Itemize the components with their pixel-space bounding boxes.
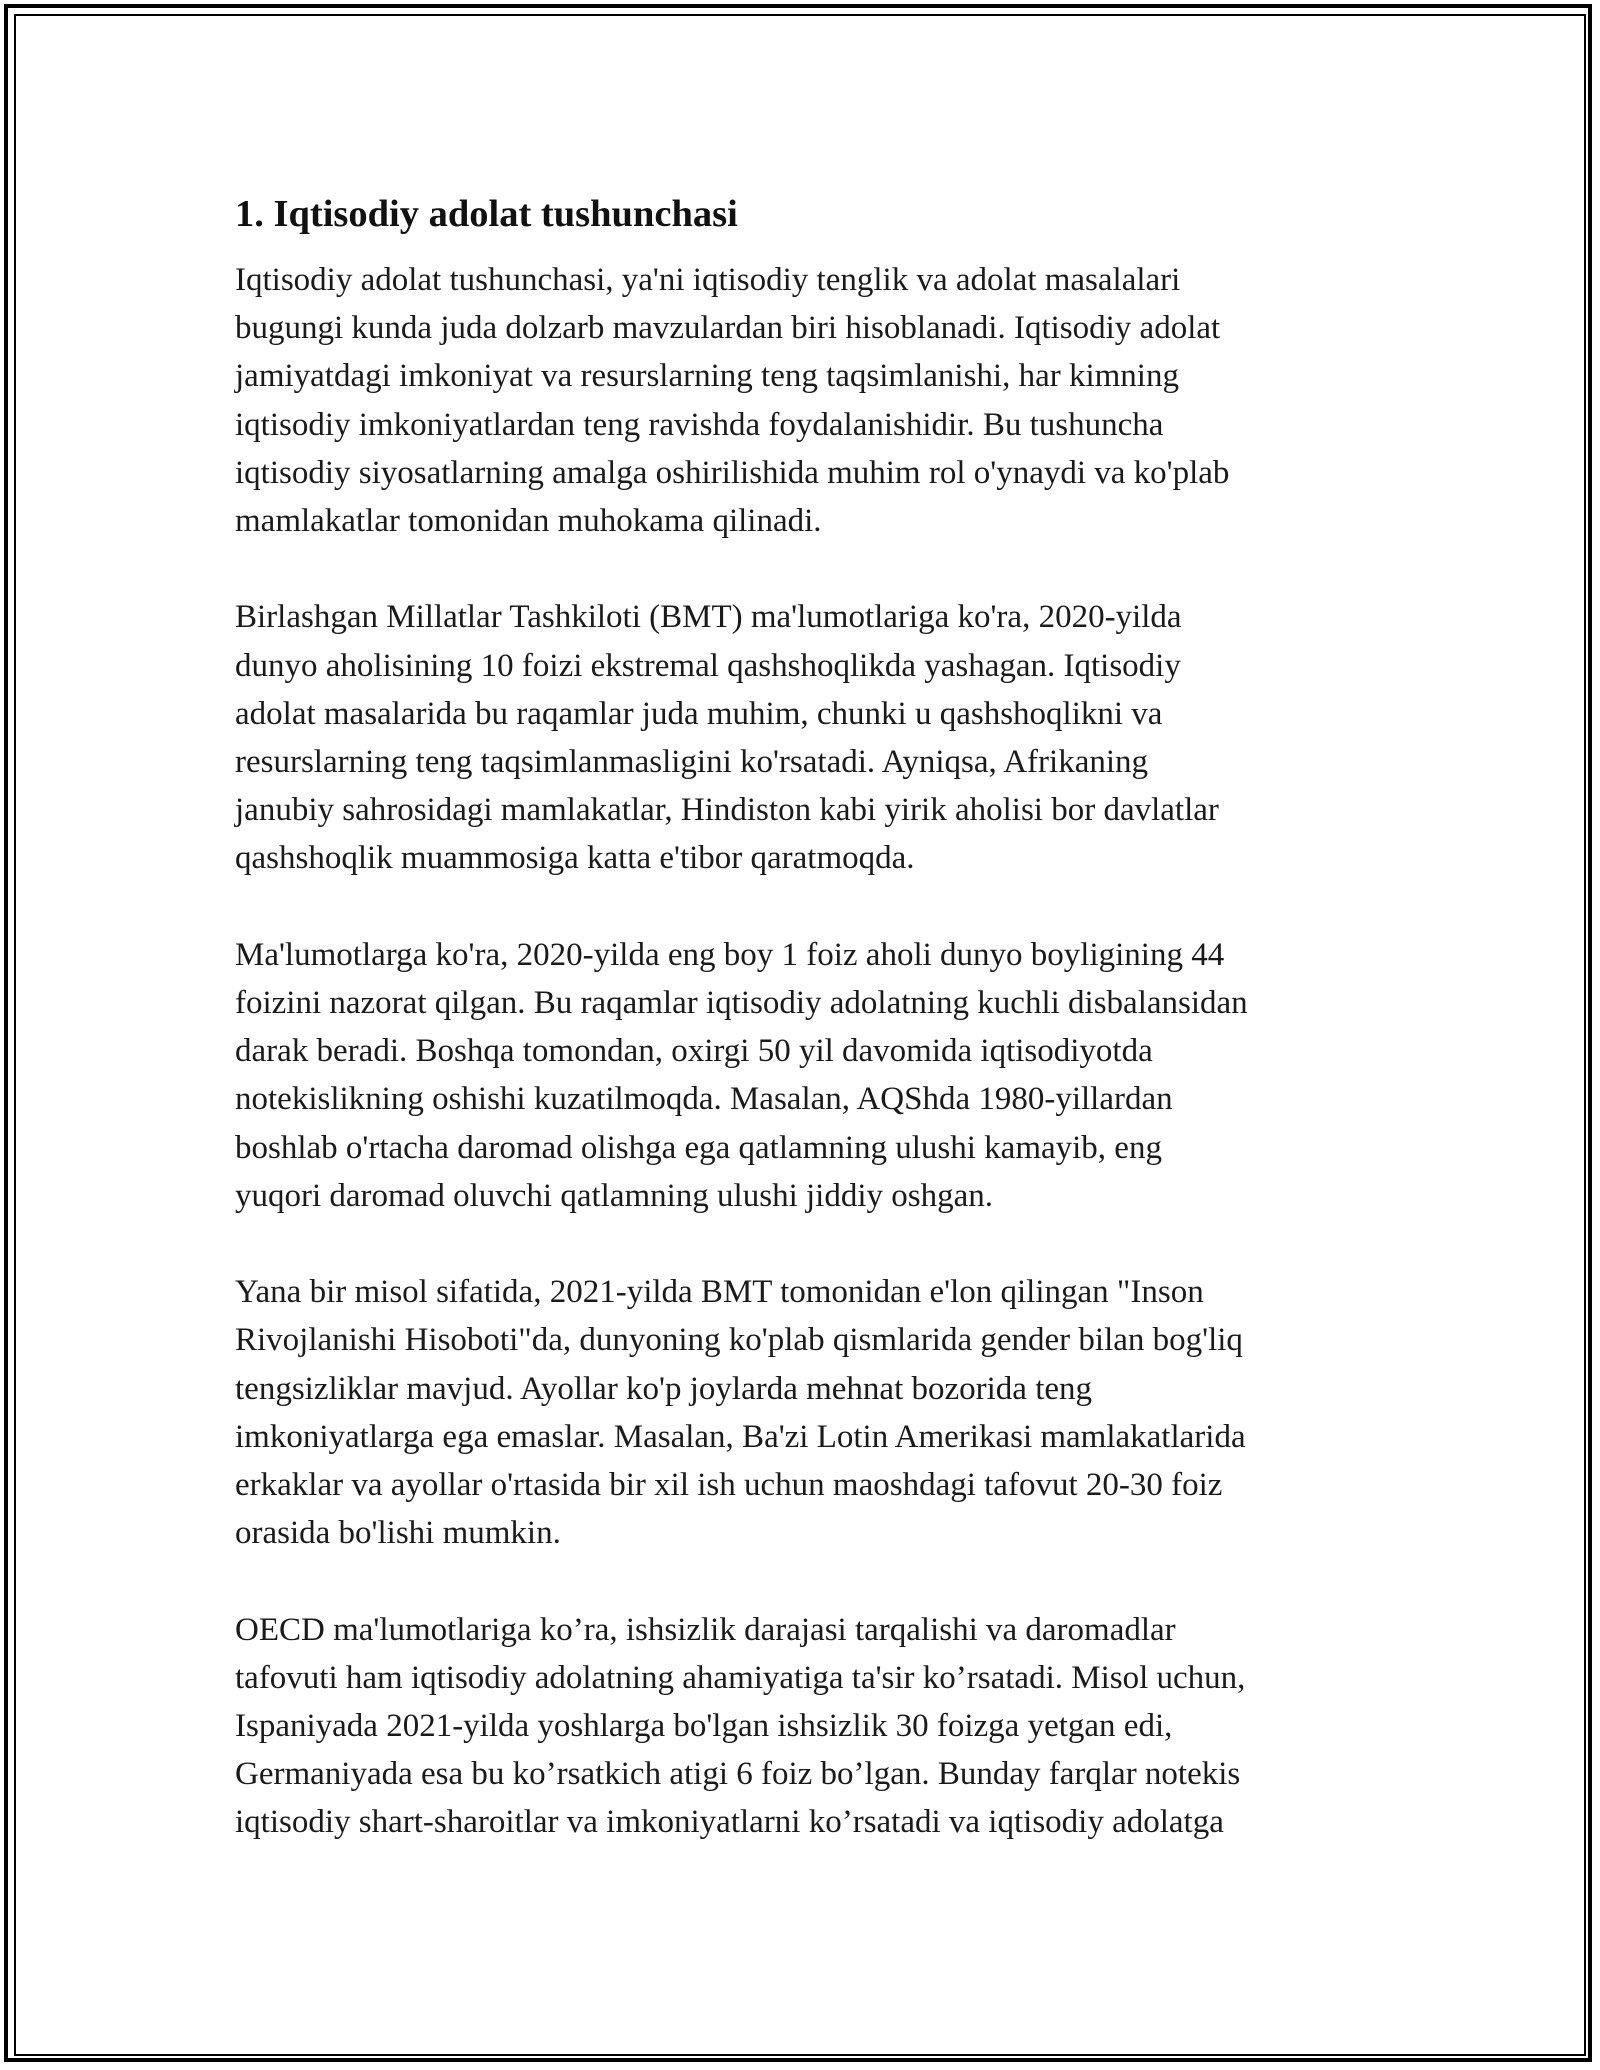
text-line: iqtisodiy siyosatlarning amalga oshirilishida muhim rol o'ynaydi va ko'plab bbox=[235, 454, 1230, 491]
text-line: notekislikning oshishi kuzatilmoqda. Masalan, AQShda 1980-yillardan bbox=[235, 1081, 1173, 1118]
paragraph-5 bbox=[235, 1606, 1395, 1847]
text-line: Iqtisodiy adolat tushunchasi, ya'ni iqtisodiy tenglik va adolat masalalari bbox=[235, 262, 1181, 298]
paragraph-4 bbox=[235, 1268, 1395, 1557]
text-line: mamlakatlar tomonidan muhokama qilinadi. bbox=[235, 503, 822, 540]
text-line: janubiy sahrosidagi mamlakatlar, Hindiston kabi yirik aholisi bor davlatlar bbox=[235, 792, 1219, 829]
text-line: dunyo aholisining 10 foizi ekstremal qashshoqlikda yashagan. Iqtisodiy bbox=[235, 647, 1181, 684]
text-line: OECD ma'lumotlariga ko’ra, ishsizlik darajasi tarqalishi va daromadlar bbox=[235, 1611, 1176, 1648]
paragraph-2 bbox=[235, 593, 1395, 882]
text-line: erkaklar va ayollar o'rtasida bir xil ish uchun maoshdagi tafovut 20-30 foiz bbox=[235, 1467, 1223, 1504]
text-line: adolat masalarida bu raqamlar juda muhim, chunki u qashshoqlikni va bbox=[235, 695, 1163, 732]
text-line: tengsizliklar mavjud. Ayollar ko'p joylarda mehnat bozorida teng bbox=[235, 1370, 1093, 1407]
text-line: iqtisodiy shart-sharoitlar va imkoniyatlarni ko’rsatadi va iqtisodiy adolatga bbox=[235, 1804, 1224, 1841]
text-line: resurslarning teng taqsimlanmasligini ko'rsatadi. Ayniqsa, Afrikaning bbox=[235, 744, 1149, 781]
text-line: orasida bo'lishi mumkin. bbox=[235, 1515, 561, 1552]
text-line: tafovuti ham iqtisodiy adolatning ahamiyatiga ta'sir ko’rsatadi. Misol uchun, bbox=[235, 1659, 1246, 1696]
paragraph-3 bbox=[235, 931, 1395, 1220]
paragraph-1 bbox=[235, 256, 1395, 545]
document-body bbox=[235, 186, 1395, 1895]
text-line: Yana bir misol sifatida, 2021-yilda BMT tomonidan e'lon qilingan "Inson bbox=[235, 1274, 1204, 1311]
text-line: darak beradi. Boshqa tomondan, oxirgi 50 yil davomida iqtisodiyotda bbox=[235, 1033, 1153, 1070]
text-line: Birlashgan Millatlar Tashkiloti (BMT) ma'lumotlariga ko'ra, 2020-yilda bbox=[235, 599, 1182, 636]
text-line: Ispaniyada 2021-yilda yoshlarga bo'lgan ishsizlik 30 foizga yetgan edi, bbox=[235, 1708, 1173, 1745]
text-line: yuqori daromad oluvchi qatlamning ulushi jiddiy oshgan. bbox=[235, 1177, 993, 1214]
text-line: qashshoqlik muammosiga katta e'tibor qaratmoqda. bbox=[235, 840, 915, 877]
text-line: imkoniyatlarga ega emaslar. Masalan, Ba'zi Lotin Amerikasi mamlakatlarida bbox=[235, 1418, 1246, 1455]
text-line: Germaniyada esa bu ko’rsatkich atigi 6 foiz bo’lgan. Bunday farqlar notekis bbox=[235, 1756, 1241, 1793]
text-line: Ma'lumotlarga ko'ra, 2020-yilda eng boy 1 foiz aholi dunyo boyligining 44 bbox=[235, 936, 1225, 973]
section-heading: 1. Iqtisodiy adolat tushunchasi bbox=[235, 193, 738, 235]
text-line: foizini nazorat qilgan. Bu raqamlar iqtisodiy adolatning kuchli disbalansidan bbox=[235, 985, 1248, 1022]
text-line: Rivojlanishi Hisoboti"da, dunyoning ko'plab qismlarida gender bilan bog'liq bbox=[235, 1322, 1243, 1359]
text-line: bugungi kunda juda dolzarb mavzulardan biri hisoblanadi. Iqtisodiy adolat bbox=[235, 310, 1221, 347]
text-line: jamiyatdagi imkoniyat va resurslarning teng taqsimlanishi, har kimning bbox=[235, 358, 1179, 395]
text-line: boshlab o'rtacha daromad olishga ega qatlamning ulushi kamayib, eng bbox=[235, 1129, 1162, 1166]
text-line: iqtisodiy imkoniyatlardan teng ravishda foydalanishidir. Bu tushuncha bbox=[235, 406, 1164, 443]
